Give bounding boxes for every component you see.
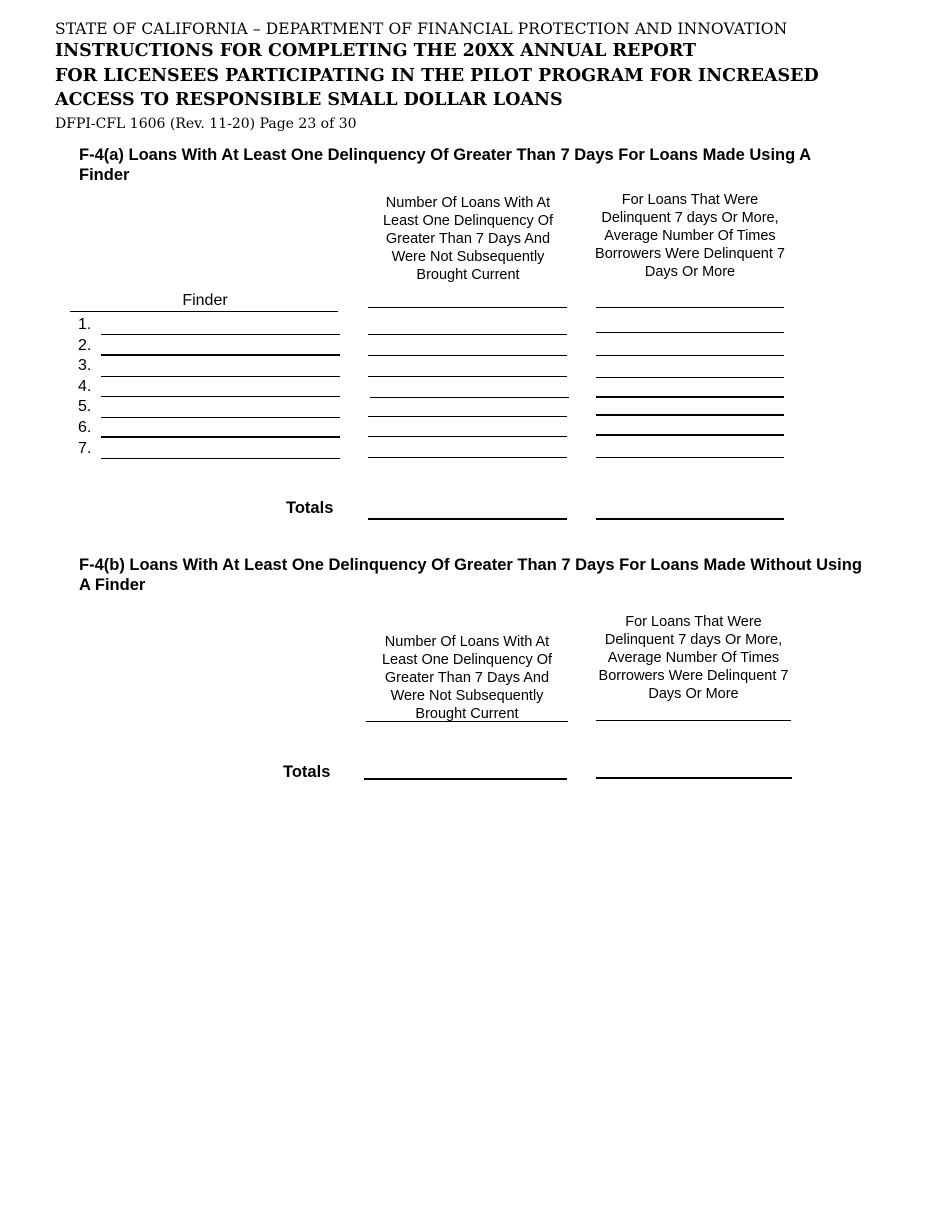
section-b-col1-header-underline xyxy=(366,721,568,722)
row-number: 1. xyxy=(78,316,92,333)
section-a-col2-header-underline xyxy=(596,307,784,308)
section-a-col2-total-line[interactable] xyxy=(596,518,784,520)
section-a-title: F-4(a) Loans With At Least One Delinquency Of Greater Than 7 Days For Loans Made Using A Finder xyxy=(79,146,811,184)
report-title-line-3: ACCESS TO RESPONSIBLE SMALL DOLLAR LOANS xyxy=(55,90,563,110)
row-number: 6. xyxy=(78,419,92,436)
section-b-col1-header: Number Of Loans With At Least One Delinquency Of Greater Than 7 Days And Were Not Subsequently Brought Current xyxy=(381,634,553,722)
row-number: 2. xyxy=(78,337,92,354)
finder-entry-line[interactable] xyxy=(101,354,340,356)
col2-entry-line[interactable] xyxy=(596,332,784,333)
col1-entry-line[interactable] xyxy=(370,397,569,398)
form-id: DFPI-CFL 1606 (Rev. 11-20) Page 23 of 30 xyxy=(55,116,357,132)
col1-entry-line[interactable] xyxy=(368,376,567,377)
col2-entry-line[interactable] xyxy=(596,396,784,398)
report-title-line-1: INSTRUCTIONS FOR COMPLETING THE 20XX ANNUAL REPORT xyxy=(55,41,697,61)
col2-entry-line[interactable] xyxy=(596,355,784,356)
finder-entry-line[interactable] xyxy=(101,396,340,397)
row-number: 4. xyxy=(78,378,92,395)
col2-entry-line[interactable] xyxy=(596,377,784,378)
agency-name: STATE OF CALIFORNIA – DEPARTMENT OF FINANCIAL PROTECTION AND INNOVATION xyxy=(55,20,788,38)
section-a-col1-total-line[interactable] xyxy=(368,518,567,520)
col1-entry-line[interactable] xyxy=(368,457,567,458)
col2-entry-line[interactable] xyxy=(596,457,784,458)
col2-entry-line[interactable] xyxy=(596,414,784,416)
col2-entry-line[interactable] xyxy=(596,434,784,436)
col1-entry-line[interactable] xyxy=(368,355,567,356)
row-number: 7. xyxy=(78,440,92,457)
col1-entry-line[interactable] xyxy=(368,436,567,437)
section-a-col1-header-underline xyxy=(368,307,567,308)
finder-entry-line[interactable] xyxy=(101,458,340,459)
row-number: 3. xyxy=(78,357,92,374)
section-a-col2-header: For Loans That Were Delinquent 7 days Or More, Average Number Of Times Borrowers Were Delinquent 7 Days Or More xyxy=(595,192,785,280)
finder-entry-line[interactable] xyxy=(101,417,340,418)
finder-column-header: Finder xyxy=(182,292,228,309)
finder-entry-line[interactable] xyxy=(101,334,340,335)
report-title-line-2: FOR LICENSEES PARTICIPATING IN THE PILOT PROGRAM FOR INCREASED xyxy=(55,66,819,86)
finder-header-underline xyxy=(70,311,338,312)
section-b-totals-label: Totals xyxy=(283,763,331,781)
finder-entry-line[interactable] xyxy=(101,436,340,438)
row-number: 5. xyxy=(78,398,92,415)
finder-entry-line[interactable] xyxy=(101,376,340,377)
section-b-col2-total-line[interactable] xyxy=(596,777,792,779)
section-a-totals-label: Totals xyxy=(286,499,334,517)
col1-entry-line[interactable] xyxy=(368,416,567,417)
section-b-col2-header: For Loans That Were Delinquent 7 days Or More, Average Number Of Times Borrowers Were Delinquent 7 Days Or More xyxy=(598,614,789,702)
col1-entry-line[interactable] xyxy=(368,334,567,335)
section-a-col1-header: Number Of Loans With At Least One Delinquency Of Greater Than 7 Days And Were Not Subsequently Brought Current xyxy=(382,195,554,283)
section-b-title: F-4(b) Loans With At Least One Delinquency Of Greater Than 7 Days For Loans Made Without Using A Finder xyxy=(79,556,862,594)
section-b-col2-header-underline xyxy=(596,720,791,721)
section-b-col1-total-line[interactable] xyxy=(364,778,567,780)
